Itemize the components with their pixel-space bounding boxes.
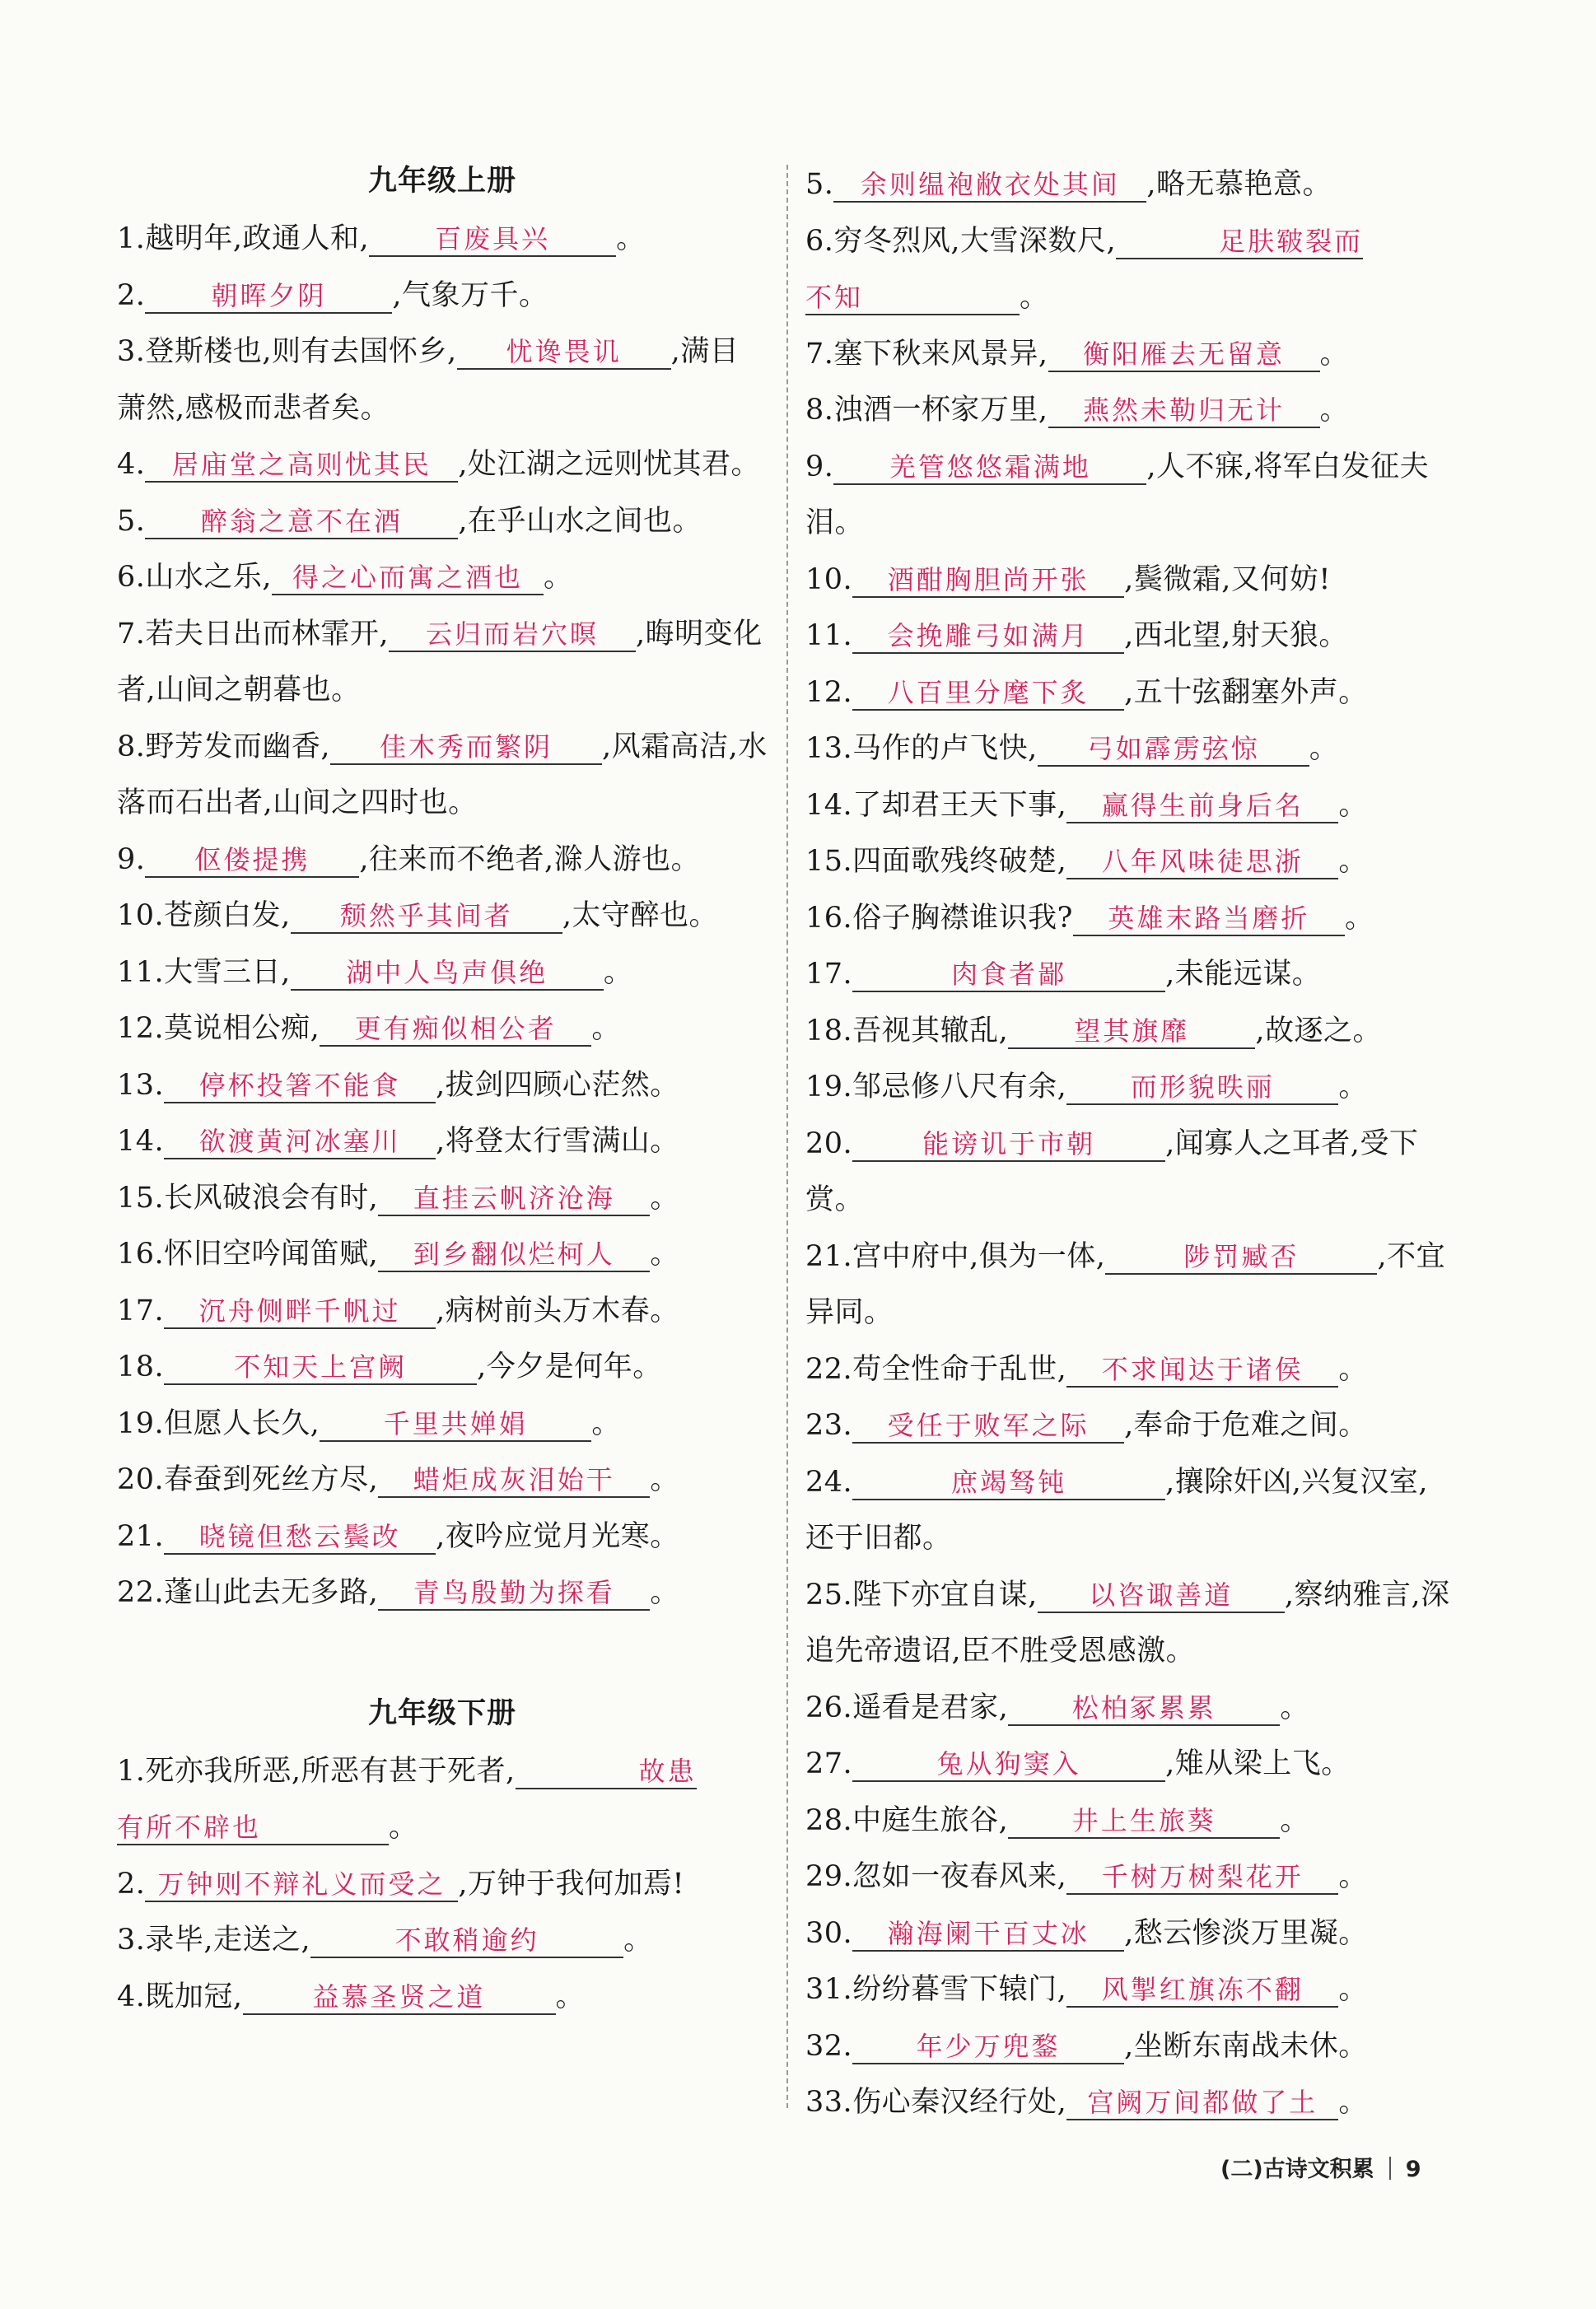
list-item: 24. 庶竭驽钝 ,攘除奸凶,兴复汉室,还于旧都。 — [805, 1465, 1429, 1555]
answer-blank: 兔从狗窦入 — [852, 1747, 1165, 1782]
answer-blank: 不知 — [805, 281, 1020, 315]
list-item: 22.苟全性命于乱世, 不求闻达于诸侯 。 — [805, 1352, 1368, 1386]
list-item: 9. 羌管悠悠霜满地 ,人不寐,将军白发征夫泪。 — [805, 450, 1430, 539]
list-item: 5. 余则缊袍敝衣处其间 ,略无慕艳意。 — [805, 168, 1332, 201]
answer-blank: 居庙堂之高则忧其民 — [145, 448, 458, 483]
answer-blank: 晓镜但愁云鬓改 — [164, 1520, 436, 1555]
list-item: 9. 伛偻提携 ,往来而不绝者,滁人游也。 — [117, 842, 701, 876]
list-item: 27. 兔从狗窦入 ,雉从梁上飞。 — [805, 1747, 1351, 1780]
answer-blank: 故患 — [516, 1755, 697, 1789]
answer-blank: 得之心而寓之酒也 — [272, 561, 544, 595]
list-item: 30. 瀚海阑干百丈冰 ,愁云惨淡万里凝。 — [805, 1916, 1368, 1950]
list-item: 20. 能谤讥于市朝 ,闻寡人之耳者,受下赏。 — [805, 1127, 1419, 1216]
section-heading-grade9-vol1: 九年级上册 — [367, 164, 516, 198]
answer-blank: 余则缊袍敝衣处其间 — [833, 168, 1146, 203]
column-divider — [786, 165, 788, 2108]
answer-blank: 衡阳雁去无留意 — [1048, 338, 1320, 372]
answer-blank: 益慕圣贤之道 — [243, 1980, 556, 2015]
answer-blank: 而形貌昳丽 — [1066, 1071, 1338, 1105]
answer-blank: 望其旗靡 — [1008, 1015, 1255, 1049]
answer-blank: 忧谗畏讥 — [457, 335, 671, 370]
list-item: 10.苍颜白发, 颓然乎其间者 ,太守醉也。 — [117, 899, 718, 932]
list-item: 12. 八百里分麾下炙 ,五十弦翻塞外声。 — [805, 675, 1368, 709]
list-item: 8.浊酒一杯家万里, 燕然未勒归无计 。 — [805, 394, 1350, 427]
list-item: 13.马作的卢飞快, 弓如霹雳弦惊 。 — [805, 732, 1339, 765]
list-item: 19.邹忌修八尺有余, 而形貌昳丽 。 — [805, 1071, 1368, 1103]
answer-blank: 到乡翻似烂柯人 — [378, 1238, 650, 1272]
list-item: 4.既加冠, 益慕圣贤之道 。 — [117, 1980, 586, 2013]
list-item: 16.俗子胸襟谁识我? 英雄末路当磨折 。 — [805, 901, 1374, 935]
answer-blank: 肉食者鄙 — [852, 958, 1165, 992]
list-item: 15.四面歌残终破楚, 八年风味徒思浙 。 — [805, 845, 1368, 878]
answer-blank: 足肤皲裂而 — [1116, 225, 1363, 259]
answer-blank: 佳木秀而繁阴 — [330, 730, 602, 765]
answer-blank: 青鸟殷勤为探看 — [378, 1576, 650, 1611]
list-item: 2. 万钟则不辩礼义而受之 ,万钟于我何加焉! — [117, 1867, 685, 1901]
list-item: 22.蓬山此去无多路, 青鸟殷勤为探看 。 — [117, 1576, 679, 1609]
list-item: 21.宫中府中,俱为一体, 陟罚臧否 ,不宜异同。 — [805, 1239, 1446, 1329]
answer-blank: 不敢稍逾约 — [310, 1924, 623, 1958]
answer-blank: 朝晖夕阴 — [145, 279, 392, 314]
answer-blank: 瀚海阑干百丈冰 — [852, 1917, 1124, 1952]
page-number: 9 — [1405, 2157, 1421, 2182]
list-item: 18.吾视其辙乱, 望其旗靡 ,故逐之。 — [805, 1014, 1382, 1047]
section-heading-grade9-vol2: 九年级下册 — [367, 1696, 516, 1730]
answer-blank: 沉舟侧畔千帆过 — [164, 1294, 436, 1329]
list-item: 29.忽如一夜春风来, 千树万树梨花开 。 — [805, 1860, 1368, 1893]
list-item: 25.陛下亦宜自谋, 以咨诹善道 ,察纳雅言,深追先帝遗诏,臣不胜受恩感激。 — [805, 1578, 1450, 1668]
list-item: 8.野芳发而幽香, 佳木秀而繁阴 ,风霜高洁,水落而石出者,山间之四时也。 — [117, 730, 768, 819]
answer-blank: 风掣红旗冻不翻 — [1066, 1973, 1338, 2008]
right-column — [805, 156, 1456, 2131]
list-item: 23. 受任于败军之际 ,奉命于危难之间。 — [805, 1409, 1368, 1442]
list-item: 3.录毕,走送之, 不敢稍逾约 。 — [117, 1924, 653, 1957]
answer-blank: 井上生旅葵 — [1008, 1804, 1280, 1839]
list-item: 28.中庭生旅谷, 井上生旅葵 。 — [805, 1803, 1309, 1837]
answer-blank: 欲渡黄河冰塞川 — [164, 1125, 436, 1159]
answer-blank: 万钟则不辩礼义而受之 — [145, 1868, 458, 1902]
answer-blank: 宫阙万间都做了土 — [1066, 2086, 1338, 2120]
answer-blank: 蜡炬成灰泪始干 — [378, 1463, 650, 1498]
list-item: 16.怀旧空吟闻笛赋, 到乡翻似烂柯人 。 — [117, 1238, 679, 1271]
list-item: 17. 肉食者鄙 ,未能远谋。 — [805, 958, 1322, 991]
list-item: 18. 不知天上宫阙 ,今夕是何年。 — [117, 1350, 662, 1383]
answer-blank: 庶竭驽钝 — [852, 1466, 1165, 1500]
answer-blank: 能谤讥于市朝 — [852, 1127, 1165, 1162]
list-item: 19.但愿人长久, 千里共婵娟 。 — [117, 1406, 621, 1440]
list-item: 11.大雪三日, 湖中人鸟声俱绝 。 — [117, 955, 633, 989]
answer-blank: 更有痴似相公者 — [320, 1012, 591, 1047]
list-item: 20.春蚕到死丝方尽, 蜡炬成灰泪始干 。 — [117, 1463, 679, 1496]
answer-blank: 千树万树梨花开 — [1066, 1860, 1338, 1895]
list-item: 17. 沉舟侧畔千帆过 ,病树前头万木春。 — [117, 1294, 679, 1327]
answer-blank: 醉翁之意不在酒 — [145, 505, 458, 539]
list-item: 4. 居庙堂之高则忧其民 ,处江湖之远则忧其君。 — [117, 448, 761, 481]
answer-blank: 伛偻提携 — [145, 843, 359, 878]
answer-blank: 酒酣胸胆尚开张 — [852, 563, 1124, 598]
answer-blank: 会挽雕弓如满月 — [852, 619, 1124, 654]
answer-blank: 有所不辟也 — [117, 1811, 389, 1845]
answer-blank: 八百里分麾下炙 — [852, 676, 1124, 711]
list-item: 7.塞下秋来风景异, 衡阳雁去无留意 。 — [805, 337, 1350, 371]
list-item: 32. 年少万兜鍪 ,坐断东南战未休。 — [805, 2029, 1368, 2063]
footer-separator — [1389, 2157, 1391, 2180]
list-item: 14. 欲渡黄河冰塞川 ,将登太行雪满山。 — [117, 1125, 679, 1158]
answer-blank: 不知天上宫阙 — [164, 1350, 477, 1385]
list-item: 2. 朝晖夕阴 ,气象万千。 — [117, 278, 548, 312]
answer-blank: 陟罚臧否 — [1105, 1240, 1377, 1275]
answer-blank: 松柏冢累累 — [1008, 1691, 1280, 1726]
answer-blank: 颓然乎其间者 — [291, 899, 562, 934]
list-item: 6.穷冬烈风,大雪深数尺, 足肤皲裂而 不知 。 — [805, 224, 1364, 314]
list-item: 21. 晓镜但愁云鬓改 ,夜吟应觉月光寒。 — [117, 1519, 679, 1553]
list-item: 3.登斯楼也,则有去国怀乡, 忧谗畏讥 ,满目萧然,感极而悲者矣。 — [117, 335, 740, 425]
answer-blank: 百废具兴 — [369, 222, 616, 257]
list-item: 6.山水之乐, 得之心而寓之酒也 。 — [117, 561, 573, 594]
list-item: 12.莫说相公痴, 更有痴似相公者 。 — [117, 1012, 621, 1045]
list-item: 10. 酒酣胸胆尚开张 ,鬓微霜,又何妨! — [805, 562, 1331, 596]
answer-blank: 年少万兜鍪 — [852, 2030, 1124, 2064]
list-item: 15.长风破浪会有时, 直挂云帆济沧海 。 — [117, 1181, 679, 1215]
answer-blank: 赢得生前身后名 — [1066, 789, 1338, 823]
list-item: 14.了却君王天下事, 赢得生前身后名 。 — [805, 788, 1368, 822]
answer-blank: 燕然未勒归无计 — [1048, 394, 1320, 428]
answer-blank: 停杯投箸不能食 — [164, 1069, 436, 1103]
answer-blank: 湖中人鸟声俱绝 — [291, 956, 604, 991]
answer-blank: 羌管悠悠霜满地 — [833, 450, 1146, 485]
answer-blank: 以咨诹善道 — [1038, 1579, 1285, 1613]
answer-blank: 千里共婵娟 — [320, 1407, 591, 1442]
list-item: 13. 停杯投箸不能食 ,拔剑四顾心茫然。 — [117, 1068, 679, 1102]
list-item: 11. 会挽雕弓如满月 ,西北望,射天狼。 — [805, 619, 1348, 652]
answer-blank: 直挂云帆济沧海 — [378, 1182, 650, 1216]
answer-blank: 八年风味徒思浙 — [1066, 845, 1338, 879]
list-item: 1.死亦我所恶,所恶有甚于死者, 故患 有所不辟也 。 — [117, 1754, 697, 1844]
list-item: 7.若夫日出而林霏开, 云归而岩穴暝 ,晦明变化者,山间之朝暮也。 — [117, 617, 763, 707]
answer-blank: 不求闻达于诸侯 — [1066, 1353, 1338, 1388]
list-item: 31.纷纷暮雪下辕门, 风掣红旗冻不翻 。 — [805, 1973, 1368, 2006]
answer-blank: 受任于败军之际 — [852, 1409, 1124, 1444]
list-item: 26.遥看是君家, 松柏冢累累 。 — [805, 1691, 1309, 1724]
answer-blank: 云归而岩穴暝 — [389, 618, 636, 652]
answer-blank: 弓如霹雳弦惊 — [1038, 732, 1309, 767]
list-item: 1.越明年,政通人和, 百废具兴 。 — [117, 222, 646, 255]
list-item: 5. 醉翁之意不在酒 ,在乎山水之间也。 — [117, 504, 702, 538]
page-footer — [1220, 2151, 1421, 2183]
footer-section-title: (二)古诗文积累 — [1220, 2157, 1374, 2182]
list-item: 33.伤心秦汉经行处, 宫阙万间都做了土 。 — [805, 2086, 1368, 2119]
left-column — [117, 156, 768, 2025]
answer-blank: 英雄末路当磨折 — [1073, 902, 1345, 936]
